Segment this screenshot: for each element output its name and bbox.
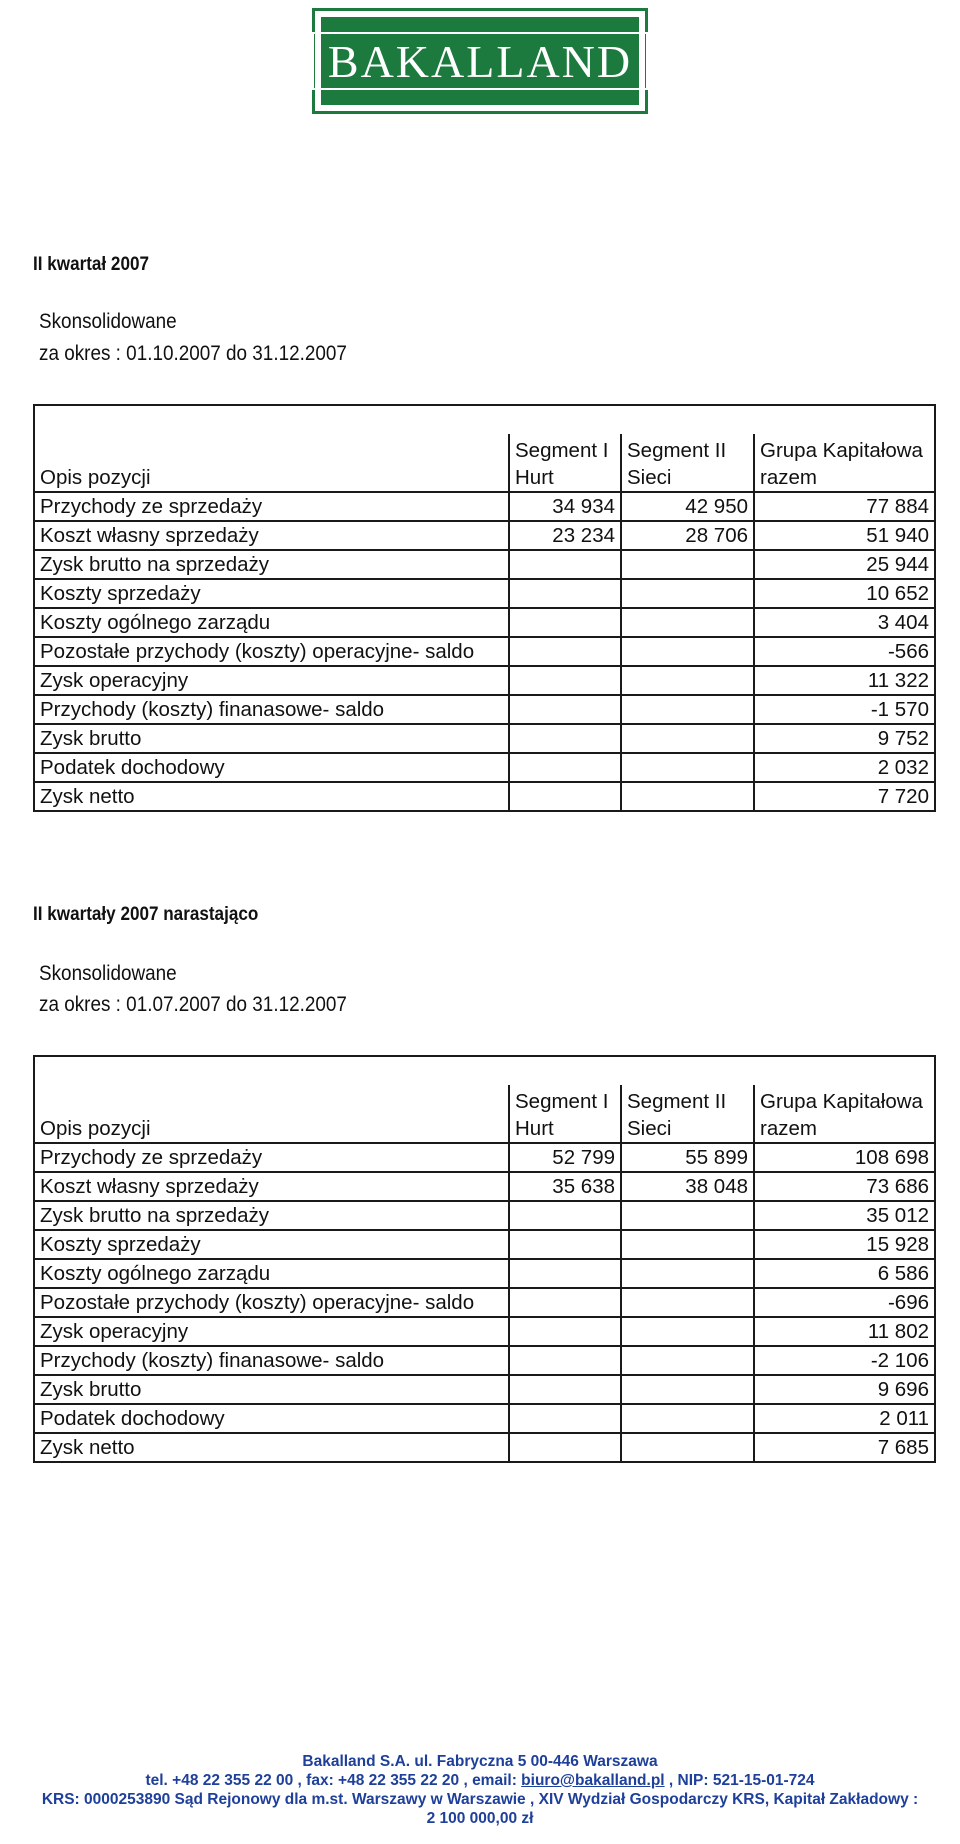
row-segment-1-value — [509, 1433, 621, 1462]
header-segment-1-top: Segment I — [509, 1085, 621, 1115]
section-1-table — [33, 404, 936, 812]
table-row — [34, 550, 935, 579]
spacer-cell — [34, 405, 935, 434]
header-segment-2-bottom: Sieci — [621, 464, 754, 492]
row-segment-2-value: 38 048 — [621, 1172, 754, 1201]
row-segment-1-value — [509, 637, 621, 666]
table-row — [34, 1375, 935, 1404]
row-label: Podatek dochodowy — [34, 1404, 509, 1433]
row-group-total-value: 7 720 — [754, 782, 935, 811]
row-segment-2-value: 28 706 — [621, 521, 754, 550]
section-1-title: II kwartał 2007 — [33, 254, 149, 275]
header-group-bottom: razem — [754, 1115, 935, 1143]
footer-capital: 2 100 000,00 zł — [426, 1810, 534, 1827]
row-segment-2-value — [621, 1259, 754, 1288]
row-group-total-value: 51 940 — [754, 521, 935, 550]
row-segment-1-value — [509, 579, 621, 608]
row-segment-1-value: 52 799 — [509, 1143, 621, 1172]
row-segment-2-value — [621, 782, 754, 811]
header-group-top: Grupa Kapitałowa — [754, 434, 935, 464]
row-label: Przychody (koszty) finanasowe- saldo — [34, 1346, 509, 1375]
row-label: Zysk brutto na sprzedaży — [34, 550, 509, 579]
table-row — [34, 1433, 935, 1462]
row-segment-1-value — [509, 666, 621, 695]
section-2-period: za okres : 01.07.2007 do 31.12.2007 — [39, 993, 347, 1016]
footer-contact — [0, 1771, 960, 1790]
row-segment-2-value — [621, 695, 754, 724]
row-label: Przychody ze sprzedaży — [34, 1143, 509, 1172]
row-segment-1-value — [509, 1317, 621, 1346]
row-group-total-value: 108 698 — [754, 1143, 935, 1172]
header-segment-2-top: Segment II — [621, 1085, 754, 1115]
section-1-table-body — [34, 405, 935, 811]
row-group-total-value: 35 012 — [754, 1201, 935, 1230]
row-label: Koszty ogólnego zarządu — [34, 608, 509, 637]
header-desc: Opis pozycji — [34, 1115, 509, 1143]
row-group-total-value: -566 — [754, 637, 935, 666]
row-segment-1-value — [509, 1288, 621, 1317]
row-segment-2-value — [621, 1375, 754, 1404]
row-group-total-value: -1 570 — [754, 695, 935, 724]
row-segment-1-value — [509, 1201, 621, 1230]
table-row — [34, 579, 935, 608]
table-row — [34, 521, 935, 550]
row-group-total-value: 9 696 — [754, 1375, 935, 1404]
row-segment-1-value — [509, 1346, 621, 1375]
row-segment-2-value — [621, 550, 754, 579]
row-group-total-value: 73 686 — [754, 1172, 935, 1201]
row-segment-2-value — [621, 637, 754, 666]
row-segment-1-value: 23 234 — [509, 521, 621, 550]
section-1-period: za okres : 01.10.2007 do 31.12.2007 — [39, 342, 347, 365]
row-segment-2-value: 55 899 — [621, 1143, 754, 1172]
company-logo — [312, 8, 648, 114]
header-group-top: Grupa Kapitałowa — [754, 1085, 935, 1115]
row-segment-2-value — [621, 1230, 754, 1259]
section-2-table — [33, 1055, 936, 1463]
row-group-total-value: -2 106 — [754, 1346, 935, 1375]
row-label: Koszty sprzedaży — [34, 1230, 509, 1259]
table-header-row-bottom — [34, 464, 935, 492]
row-label: Koszty ogólnego zarządu — [34, 1259, 509, 1288]
row-label: Zysk brutto — [34, 724, 509, 753]
row-segment-2-value — [621, 666, 754, 695]
row-segment-2-value — [621, 1404, 754, 1433]
spacer-cell — [34, 1056, 935, 1085]
row-label: Zysk operacyjny — [34, 666, 509, 695]
row-segment-1-value — [509, 1375, 621, 1404]
table-row — [34, 1201, 935, 1230]
header-segment-1-top: Segment I — [509, 434, 621, 464]
row-segment-2-value — [621, 1201, 754, 1230]
row-group-total-value: 2 032 — [754, 753, 935, 782]
row-label: Zysk operacyjny — [34, 1317, 509, 1346]
row-group-total-value: 11 802 — [754, 1317, 935, 1346]
row-segment-2-value — [621, 608, 754, 637]
table-row — [34, 1404, 935, 1433]
row-label: Pozostałe przychody (koszty) operacyjne- saldo — [34, 637, 509, 666]
table-row — [34, 1288, 935, 1317]
row-segment-2-value — [621, 1317, 754, 1346]
header-segment-2-bottom: Sieci — [621, 1115, 754, 1143]
row-segment-1-value: 35 638 — [509, 1172, 621, 1201]
row-group-total-value: 7 685 — [754, 1433, 935, 1462]
table-header-row-top — [34, 434, 935, 464]
row-segment-1-value — [509, 1404, 621, 1433]
table-header-row-top — [34, 1085, 935, 1115]
row-label: Przychody (koszty) finanasowe- saldo — [34, 695, 509, 724]
table-row — [34, 724, 935, 753]
row-label: Podatek dochodowy — [34, 753, 509, 782]
logo-text: BAKALLAND — [312, 32, 648, 90]
row-segment-1-value — [509, 782, 621, 811]
header-desc-blank — [34, 1085, 509, 1115]
row-segment-1-value — [509, 550, 621, 579]
table-row — [34, 666, 935, 695]
table-row — [34, 1259, 935, 1288]
table-spacer-row — [34, 405, 935, 434]
row-group-total-value: 15 928 — [754, 1230, 935, 1259]
row-group-total-value: 2 011 — [754, 1404, 935, 1433]
row-group-total-value: 10 652 — [754, 579, 935, 608]
table-row — [34, 695, 935, 724]
row-label: Koszt własny sprzedaży — [34, 521, 509, 550]
table-row — [34, 1230, 935, 1259]
table-row — [34, 608, 935, 637]
table-row — [34, 1317, 935, 1346]
row-segment-2-value — [621, 724, 754, 753]
row-segment-2-value — [621, 1433, 754, 1462]
footer-registry: KRS: 0000253890 Sąd Rejonowy dla m.st. Warszawy w Warszawie , XIV Wydział Gospodarczy KRS, Kapitał Zakładowy : — [41, 1791, 919, 1808]
row-group-total-value: 11 322 — [754, 666, 935, 695]
section-2-table-body — [34, 1056, 935, 1462]
row-segment-1-value — [509, 753, 621, 782]
footer-address: Bakalland S.A. ul. Fabryczna 5 00-446 Warszawa — [302, 1753, 658, 1770]
footer-nip: , NIP: 521-15-01-724 — [664, 1772, 815, 1789]
header-desc-blank — [34, 434, 509, 464]
header-group-bottom: razem — [754, 464, 935, 492]
header-segment-2-top: Segment II — [621, 434, 754, 464]
row-segment-2-value — [621, 753, 754, 782]
row-segment-2-value: 42 950 — [621, 492, 754, 521]
header-segment-1-bottom: Hurt — [509, 464, 621, 492]
row-label: Zysk brutto — [34, 1375, 509, 1404]
table-spacer-row — [34, 1056, 935, 1085]
row-label: Zysk netto — [34, 782, 509, 811]
row-group-total-value: 9 752 — [754, 724, 935, 753]
row-label: Zysk netto — [34, 1433, 509, 1462]
table-header-row-bottom — [34, 1115, 935, 1143]
row-group-total-value: -696 — [754, 1288, 935, 1317]
row-label: Zysk brutto na sprzedaży — [34, 1201, 509, 1230]
section-2-subtitle: Skonsolidowane — [39, 962, 177, 985]
table-row — [34, 753, 935, 782]
table-row — [34, 492, 935, 521]
row-segment-2-value — [621, 1288, 754, 1317]
row-segment-1-value — [509, 1259, 621, 1288]
row-group-total-value: 25 944 — [754, 550, 935, 579]
row-segment-1-value — [509, 695, 621, 724]
row-group-total-value: 3 404 — [754, 608, 935, 637]
table-row — [34, 782, 935, 811]
row-label: Pozostałe przychody (koszty) operacyjne- saldo — [34, 1288, 509, 1317]
footer — [0, 1752, 960, 1828]
row-segment-1-value — [509, 724, 621, 753]
row-label: Koszt własny sprzedaży — [34, 1172, 509, 1201]
table-row — [34, 637, 935, 666]
row-segment-1-value — [509, 1230, 621, 1259]
row-segment-1-value: 34 934 — [509, 492, 621, 521]
row-label: Koszty sprzedaży — [34, 579, 509, 608]
row-segment-2-value — [621, 1346, 754, 1375]
table-row — [34, 1346, 935, 1375]
row-group-total-value: 77 884 — [754, 492, 935, 521]
footer-email-link[interactable]: biuro@bakalland.pl — [521, 1772, 665, 1789]
header-desc: Opis pozycji — [34, 464, 509, 492]
row-segment-1-value — [509, 608, 621, 637]
section-1-subtitle: Skonsolidowane — [39, 310, 177, 333]
header-segment-1-bottom: Hurt — [509, 1115, 621, 1143]
table-row — [34, 1172, 935, 1201]
row-label: Przychody ze sprzedaży — [34, 492, 509, 521]
section-2-title: II kwartały 2007 narastająco — [33, 904, 259, 925]
row-segment-2-value — [621, 579, 754, 608]
logo-panel — [321, 17, 639, 105]
row-group-total-value: 6 586 — [754, 1259, 935, 1288]
table-row — [34, 1143, 935, 1172]
footer-phone-fax: tel. +48 22 355 22 00 , fax: +48 22 355 22 20 , email: — [145, 1772, 522, 1789]
